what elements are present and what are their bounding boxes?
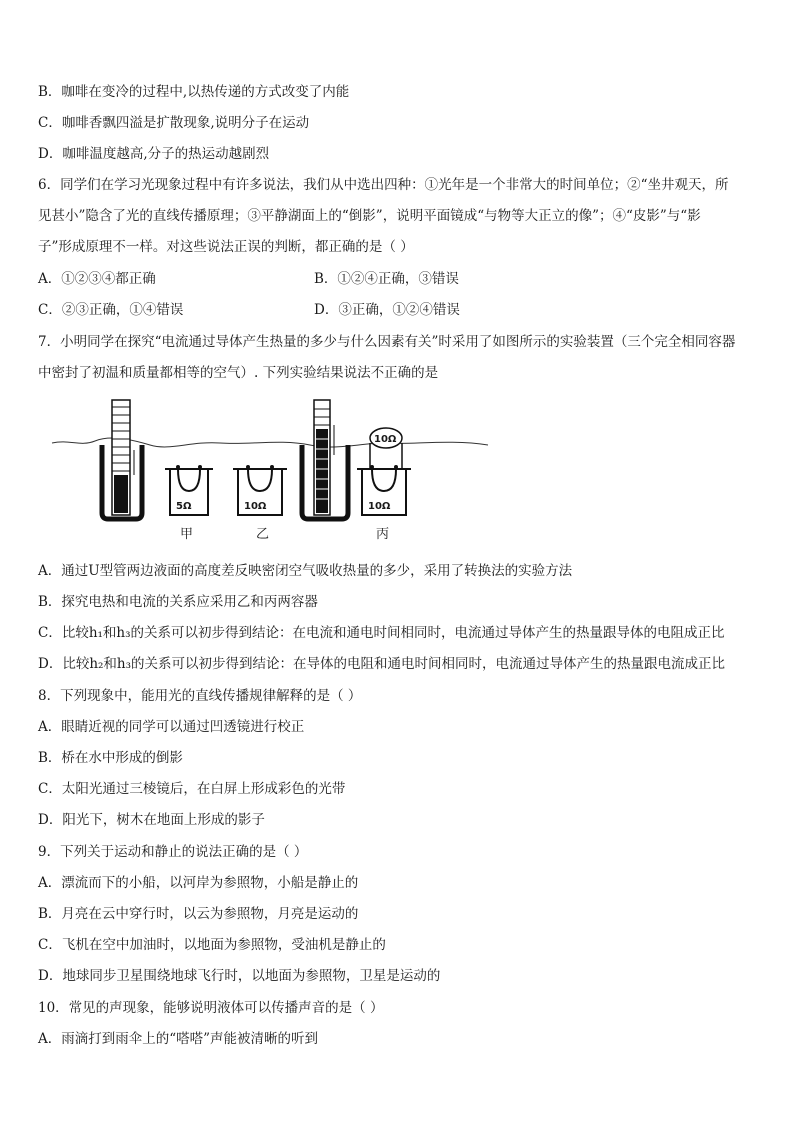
q6-option-a: A．①②③④都正确 [38,271,156,287]
q8-option-c: C．太阳光通过三棱镜后，在白屏上形成彩色的光带 [38,781,346,797]
q9-option-c: C．飞机在空中加油时，以地面为参照物，受油机是静止的 [38,937,386,953]
container-yi [233,465,287,515]
q9-option-a: A．漂流而下的小船，以河岸为参照物，小船是静止的 [38,875,359,891]
q7-option-c: C．比较h₁和h₃的关系可以初步得到结论：在电流和通电时间相同时，电流通过导体产生的热量跟导体的电阻成正比 [38,625,725,641]
q7-option-a: A．通过U型管两边液面的高度差反映密闭空气吸收热量的多少，采用了转换法的实验方法 [38,563,573,579]
resistor-label-yi: 10Ω [244,501,267,512]
q6-option-b: B．①②④正确，③错误 [314,271,459,287]
container-jia [165,465,213,515]
q8-option-d: D．阳光下，树木在地面上形成的影子 [38,812,265,828]
q8-stem: 8．下列现象中，能用光的直线传播规律解释的是（ ） [38,688,362,704]
q5-option-c: C．咖啡香飘四溢是扩散现象,说明分子在运动 [38,115,310,131]
q9-option-b: B．月亮在云中穿行时，以云为参照物，月亮是运动的 [38,906,359,922]
q6-stem-line-2: 见甚小”隐含了光的直线传播原理；③平静湖面上的“倒影”，说明平面镜成“与物等大正立的像”；④“皮影”与“影 [38,208,701,224]
q9-option-d: D．地球同步卫星围绕地球飞行时，以地面为参照物，卫星是运动的 [38,968,441,984]
label-jia: 甲 [180,527,194,542]
q10-option-a: A．雨滴打到雨伞上的“嗒嗒”声能被清晰的听到 [38,1031,319,1047]
q8-option-b: B．桥在水中形成的倒影 [38,750,183,766]
container-bing [357,465,411,515]
q7-option-b: B．探究电热和电流的关系应采用乙和丙两容器 [38,594,318,610]
resistor-label-parallel: 10Ω [374,434,397,445]
label-bing: 丙 [376,527,390,542]
label-yi: 乙 [256,527,270,542]
q5-option-d: D．咖啡温度越高,分子的热运动越剧烈 [38,146,270,162]
q8-option-a: A．眼睛近视的同学可以通过凹透镜进行校正 [38,719,305,735]
q6-option-c: C．②③正确，①④错误 [38,302,184,318]
resistor-label-bing: 10Ω [368,501,391,512]
q9-stem: 9．下列关于运动和静止的说法正确的是（ ） [38,844,308,860]
q5-option-b: B．咖啡在变冷的过程中,以热传递的方式改变了内能 [38,84,350,100]
q6-stem-line-1: 6．同学们在学习光现象过程中有许多说法，我们从中选出四种：①光年是一个非常大的时间单位；②“坐井观天，所 [38,177,729,193]
u-tube-left [102,400,142,519]
q7-option-d: D．比较h₂和h₃的关系可以初步得到结论：在导体的电阻和通电时间相同时，电流通过导体产生的热量跟电流成正比 [38,656,726,672]
q10-stem: 10．常见的声现象，能够说明液体可以传播声音的是（ ） [38,1000,384,1016]
q7-stem-line-2: 中密封了初温和质量都相等的空气）. 下列实验结果说法不正确的是 [38,365,439,381]
q6-stem-line-3: 子”形成原理不一样。对这些说法正误的判断，都正确的是（ ） [38,239,414,255]
u-tube-right [302,400,348,519]
q6-option-d: D．③正确，①②④错误 [314,302,460,318]
parallel-resistor [370,428,402,469]
resistor-label-jia: 5Ω [176,501,192,512]
experiment-apparatus-figure [50,395,490,545]
q7-stem-line-1: 7．小明同学在探究“电流通过导体产生热量的多少与什么因素有关”时采用了如图所示的实验装置（三个完全相同容器 [38,334,736,350]
